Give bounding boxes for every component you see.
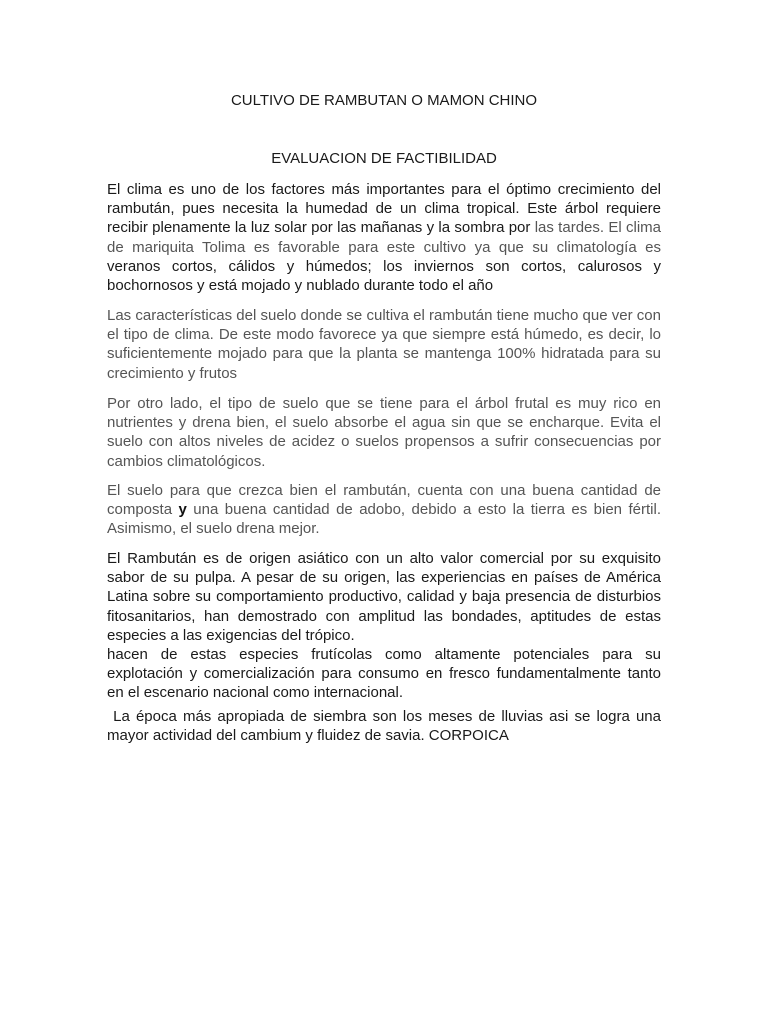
paragraph-sowing-season: La época más apropiada de siembra son los meses de lluvias asi se logra una mayor actividad del cambium y fluidez de savia. CORPOICA — [107, 708, 666, 745]
paragraph-climate-part-c: las tardes. El clima de mariquita Tolima es favorable para este cultivo ya que su climatología es — [107, 219, 661, 256]
paragraph-soil-type: Por otro lado, el tipo de suelo que se tiene para el árbol frutal es muy rico en nutrientes y drena bien, el suelo absorbe el agua sin que se encharque. Evita el suelo con altos niveles de acidez o suelos propensos a sufrir consecuencias por cambios climatológicos. — [107, 395, 661, 470]
document-title: CULTIVO DE RAMBUTAN O MAMON CHINO — [230, 92, 538, 109]
paragraph-origin-part-a: El Rambután es de origen asiático con un alto valor comercial por su exquisito sabor de su pulpa. A pesar de su origen, las experiencias en países de América Latina sobre su comportamiento productivo, calidad y baja presencia de disturbios fitosanitarios, han demostrado con amplitud las bondades, aptitudes de estas especies a las exigencias del trópico. — [107, 550, 661, 644]
paragraph-soil-characteristics: Las características del suelo donde se cultiva el rambután tiene mucho que ver con el tipo de clima. De este modo favorece ya que siempre está húmedo, es decir, lo suficientemente mojado para que la planta se mantenga 100% hidratada para su crecimiento y frutos — [107, 307, 661, 382]
document-subtitle: EVALUACION DE FACTIBILIDAD — [271, 150, 497, 167]
paragraph-climate-part-a: El — [107, 181, 127, 198]
paragraph-climate — [107, 180, 661, 295]
paragraph-origin — [107, 549, 661, 703]
paragraph-soil-compost — [107, 481, 661, 539]
paragraph-origin-part-b: hacen de estas especies frutícolas como altamente potenciales para su explotación y comercialización para consumo en fresco fundamentalmente tanto en el escenario nacional como internacional. — [107, 646, 661, 702]
paragraph-climate-part-d: veranos cortos, cálidos y húmedos; los inviernos son cortos, calurosos y bochornosos y está mojado y nublado durante todo el año — [107, 257, 661, 295]
paragraph-soil-compost-part-b: y — [178, 501, 187, 519]
paragraph-climate-part-b: clima es uno de los factores más importantes para el óptimo crecimiento del rambután, pues necesita la humedad de un clima tropical. Este árbol requiere recibir plenamente la luz solar por las mañanas y la sombra por — [107, 181, 661, 237]
paragraph-soil-compost-part-c: una buena cantidad de adobo, debido a esto la tierra es bien fértil. Asimismo, el suelo drena mejor. — [107, 501, 661, 538]
paragraph-soil-compost-part-a: El suelo para que crezca bien el rambután, cuenta con una buena cantidad de composta — [107, 482, 661, 519]
